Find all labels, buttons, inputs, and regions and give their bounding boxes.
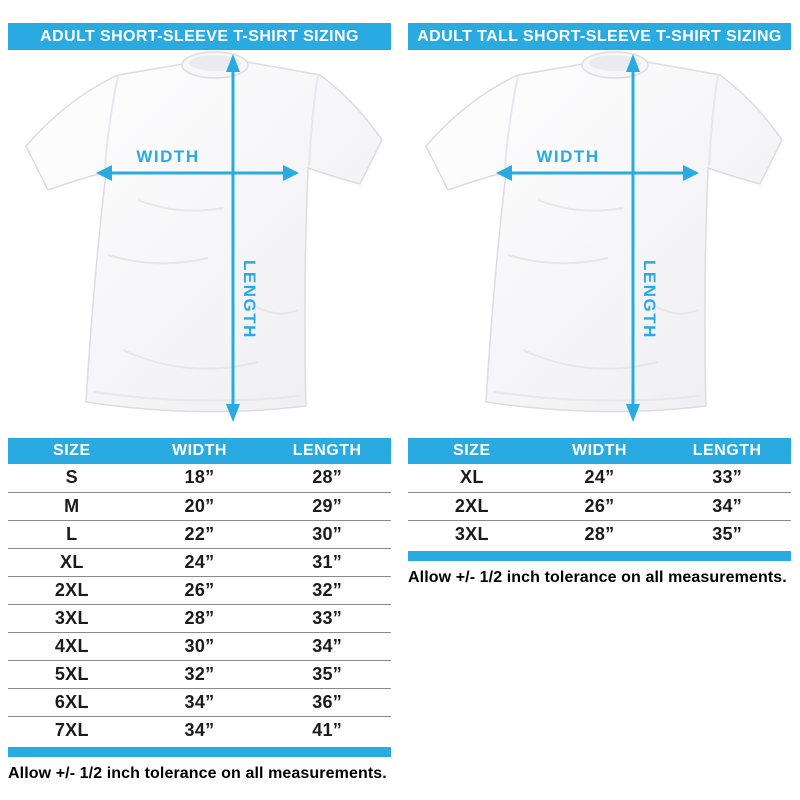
length-cell: 41” — [263, 716, 391, 744]
length-cell: 35” — [663, 520, 791, 548]
size-cell: 6XL — [8, 688, 136, 716]
table-row — [8, 492, 391, 520]
width-cell: 28” — [536, 520, 664, 548]
panel-title: ADULT SHORT-SLEEVE T-SHIRT SIZING — [8, 23, 391, 50]
length-cell: 32” — [263, 576, 391, 604]
width-cell: 34” — [136, 688, 264, 716]
length-cell: 33” — [712, 467, 743, 488]
tshirt-diagram — [408, 50, 791, 435]
size-cell: 2XL — [8, 576, 136, 604]
table-row — [8, 716, 391, 744]
length-dimension-label: LENGTH — [240, 260, 259, 339]
length-cell: 34” — [263, 632, 391, 660]
size-table — [8, 438, 391, 744]
table-row — [8, 688, 391, 716]
size-cell: 7XL — [8, 716, 136, 744]
table-row — [8, 548, 391, 576]
tolerance-note: Allow +/- 1/2 inch tolerance on all measurements. — [408, 569, 787, 586]
size-cell: XL — [8, 548, 136, 576]
length-cell: 33” — [263, 604, 391, 632]
tshirt-body — [426, 58, 782, 412]
width-dimension-label: WIDTH — [536, 147, 600, 166]
tshirt-image — [8, 50, 391, 435]
width-cell: 34” — [136, 716, 264, 744]
size-cell: 4XL — [8, 632, 136, 660]
width-cell: 28” — [136, 604, 264, 632]
table-row — [408, 520, 791, 548]
length-cell: 28” — [312, 467, 343, 488]
tshirt-image — [408, 50, 791, 435]
size-cell: 3XL — [408, 520, 536, 548]
table-row — [8, 604, 391, 632]
width-cell: 24” — [584, 467, 615, 488]
length-cell: 36” — [263, 688, 391, 716]
size-cell: 2XL — [408, 492, 536, 520]
size-table — [408, 438, 791, 548]
table-row — [8, 464, 391, 492]
column-header-size: SIZE — [408, 438, 536, 464]
table-footer-bar — [408, 551, 791, 561]
width-cell: 22” — [136, 520, 264, 548]
tolerance-note: Allow +/- 1/2 inch tolerance on all measurements. — [8, 765, 387, 782]
width-cell: 30” — [136, 632, 264, 660]
table-footer-bar — [8, 747, 391, 757]
length-cell: 31” — [263, 548, 391, 576]
tshirt-diagram — [8, 50, 391, 435]
column-header-length: LENGTH — [663, 438, 791, 464]
width-cell: 18” — [184, 467, 215, 488]
tshirt-body — [26, 58, 382, 412]
table-row — [408, 464, 791, 492]
width-dimension-label: WIDTH — [136, 147, 200, 166]
table-row — [8, 576, 391, 604]
panel-adult-short-sleeve — [8, 23, 391, 783]
length-dimension-label: LENGTH — [640, 260, 659, 339]
size-cell: 3XL — [8, 604, 136, 632]
width-cell: 24” — [136, 548, 264, 576]
length-cell: 29” — [263, 492, 391, 520]
length-cell: 30” — [263, 520, 391, 548]
table-row — [408, 492, 791, 520]
size-cell: L — [8, 520, 136, 548]
size-cell: 5XL — [8, 660, 136, 688]
column-header-size: SIZE — [8, 438, 136, 464]
size-table-header-row — [8, 438, 391, 464]
width-cell: 32” — [136, 660, 264, 688]
size-cell: M — [8, 492, 136, 520]
panel-adult-tall-short-sleeve — [408, 23, 791, 783]
width-cell: 26” — [536, 492, 664, 520]
table-row — [8, 632, 391, 660]
column-header-width: WIDTH — [136, 438, 264, 464]
table-row — [8, 520, 391, 548]
table-row — [8, 660, 391, 688]
size-table-header-row — [408, 438, 791, 464]
length-cell: 35” — [263, 660, 391, 688]
size-cell: XL — [460, 467, 484, 488]
length-cell: 34” — [663, 492, 791, 520]
size-cell: S — [65, 467, 78, 488]
width-cell: 26” — [136, 576, 264, 604]
panel-title: ADULT TALL SHORT-SLEEVE T-SHIRT SIZING — [408, 23, 791, 50]
column-header-length: LENGTH — [263, 438, 391, 464]
column-header-width: WIDTH — [536, 438, 664, 464]
width-cell: 20” — [136, 492, 264, 520]
